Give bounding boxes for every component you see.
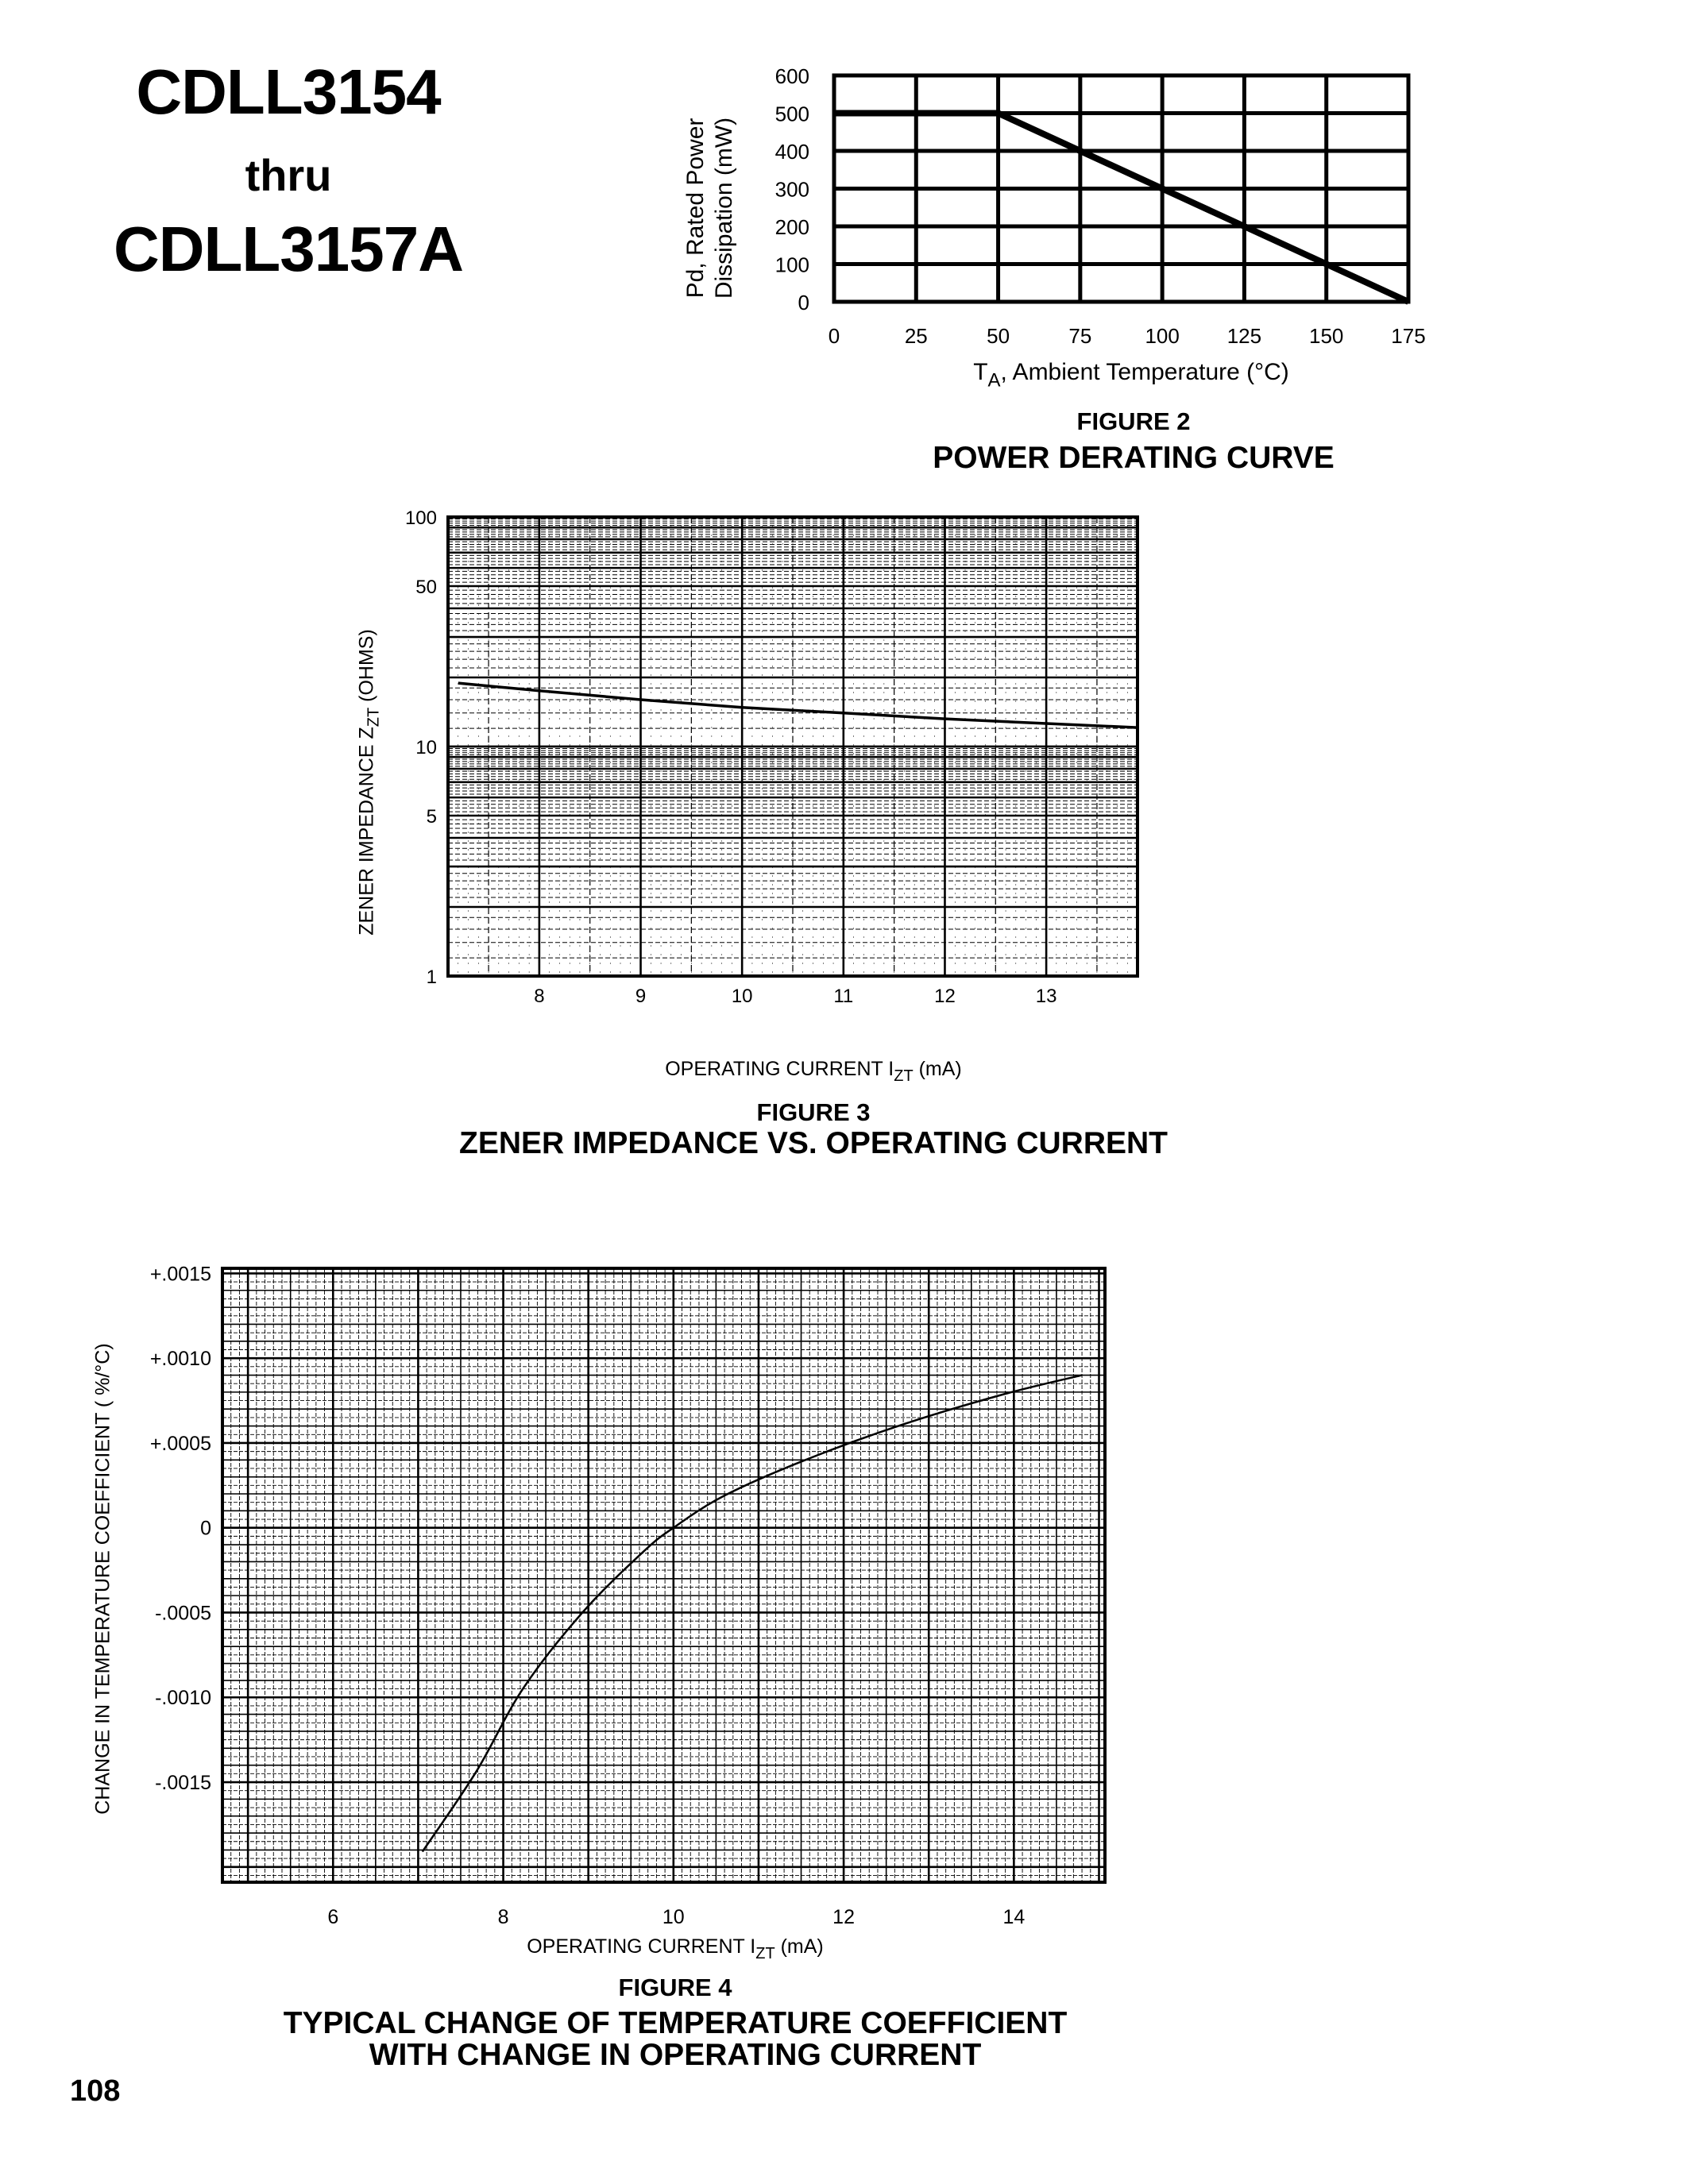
fig4-x-axis-label xyxy=(527,1935,824,1963)
fig3-ylabel-sub: ZT xyxy=(365,707,383,727)
fig2-y-tick-label: 0 xyxy=(798,291,809,314)
fig3-xlabel-rest: (mA) xyxy=(913,1058,962,1080)
fig2-figure-label: FIGURE 2 xyxy=(1076,407,1191,435)
fig2-x-tick-label: 0 xyxy=(828,324,840,348)
fig4-x-tick-label: 6 xyxy=(327,1906,339,1928)
fig2-x-tick-label: 75 xyxy=(1068,324,1092,348)
fig2-y-tick-label: 400 xyxy=(774,140,809,164)
fig2-y-tick-label: 500 xyxy=(774,102,809,126)
fig2-y-tick-label: 100 xyxy=(774,253,809,277)
fig4-title xyxy=(284,2008,1068,2071)
fig4-x-tick-label: 8 xyxy=(497,1906,509,1928)
thru-label: thru xyxy=(245,150,332,200)
fig4-x-tick-label: 12 xyxy=(832,1906,855,1928)
fig3-x-tick-label: 8 xyxy=(534,986,545,1007)
fig2-plot xyxy=(775,64,1426,348)
fig4-xlabel-sub: ZT xyxy=(755,1945,775,1962)
fig4-xlabel-main: OPERATING CURRENT I xyxy=(527,1935,756,1958)
fig3-ylabel-rest: (OHMS) xyxy=(355,629,378,708)
fig3-plot xyxy=(405,507,1138,1007)
fig3-y-tick-label: 50 xyxy=(415,576,437,598)
fig3-x-tick-label: 12 xyxy=(934,986,956,1007)
fig4-y-tick-label: +.0015 xyxy=(149,1263,211,1286)
fig3-y-tick-label: 100 xyxy=(404,507,437,529)
fig2-y-tick-label: 600 xyxy=(774,64,809,88)
fig2-x-tick-label: 25 xyxy=(904,324,928,348)
fig3-ylabel-main: ZENER IMPEDANCE Z xyxy=(355,727,378,936)
fig3-y-tick-label: 5 xyxy=(426,805,437,828)
fig4-title-line2: WITH CHANGE IN OPERATING CURRENT xyxy=(369,2038,982,2072)
fig2-y-label-line2: Dissipation (mW) xyxy=(711,117,737,299)
part-number-start: CDLL3154 xyxy=(136,56,441,127)
fig2-x-tick-label: 100 xyxy=(1145,324,1180,348)
fig3-figure-label: FIGURE 3 xyxy=(756,1098,871,1126)
fig3-x-tick-label: 10 xyxy=(731,986,753,1007)
fig3-xlabel-sub: ZT xyxy=(894,1067,914,1085)
fig2-xlabel-rest: , Ambient Temperature (°C) xyxy=(1000,359,1289,385)
fig3-title: ZENER IMPEDANCE VS. OPERATING CURRENT xyxy=(458,1126,1168,1160)
fig3-y-axis-label xyxy=(356,629,384,936)
fig2-y-label-line1: Pd, Rated Power xyxy=(682,118,709,299)
fig3-y-tick-label: 10 xyxy=(415,737,437,758)
fig3-x-tick-label: 13 xyxy=(1035,986,1057,1007)
fig4-y-axis-label: CHANGE IN TEMPERATURE COEFFICIENT ( %/°C) xyxy=(91,1343,114,1815)
fig4-title-line1: TYPICAL CHANGE OF TEMPERATURE COEFFICIENT xyxy=(283,2006,1068,2040)
fig4-y-tick-label: -.0010 xyxy=(155,1687,211,1710)
fig4-y-tick-label: -.0015 xyxy=(155,1772,211,1795)
fig4-y-tick-label: +.0010 xyxy=(149,1348,211,1371)
fig2-x-axis-label xyxy=(973,359,1289,392)
fig3-impedance-curve xyxy=(458,683,1138,727)
fig4-frame xyxy=(222,1268,1105,1882)
fig2-xlabel-sub: A xyxy=(987,369,1001,392)
fig2-x-tick-label: 150 xyxy=(1309,324,1344,348)
fig3-x-axis-label xyxy=(665,1058,962,1086)
fig4-y-tick-label: -.0005 xyxy=(155,1602,211,1625)
fig4-x-tick-label: 10 xyxy=(662,1906,685,1928)
fig2-y-tick-label: 300 xyxy=(774,177,809,202)
fig3-xlabel-main: OPERATING CURRENT I xyxy=(665,1058,894,1080)
fig2-title: POWER DERATING CURVE xyxy=(933,441,1335,475)
fig3-x-tick-label: 11 xyxy=(833,986,854,1007)
fig2-x-tick-label: 175 xyxy=(1391,324,1426,348)
fig2-x-tick-label: 50 xyxy=(987,324,1010,348)
fig2-y-tick-label: 200 xyxy=(774,215,809,239)
fig2-x-tick-label: 125 xyxy=(1226,324,1262,348)
fig3-x-tick-label: 9 xyxy=(635,986,647,1007)
fig2-derating-line xyxy=(834,114,1408,303)
fig4-y-tick-label: +.0005 xyxy=(149,1432,211,1455)
fig4-xlabel-rest: (mA) xyxy=(774,1935,824,1958)
fig3-y-tick-label: 1 xyxy=(426,967,437,988)
fig4-plot xyxy=(150,1263,1105,1928)
fig4-x-tick-label: 14 xyxy=(1002,1906,1026,1928)
fig4-figure-label: FIGURE 4 xyxy=(618,1974,732,2001)
fig2-xlabel-main: T xyxy=(973,359,988,385)
part-number-end: CDLL3157A xyxy=(113,214,464,284)
page-number: 108 xyxy=(70,2074,121,2108)
fig2-y-axis-label xyxy=(682,118,739,299)
fig4-y-tick-label: 0 xyxy=(200,1517,211,1540)
